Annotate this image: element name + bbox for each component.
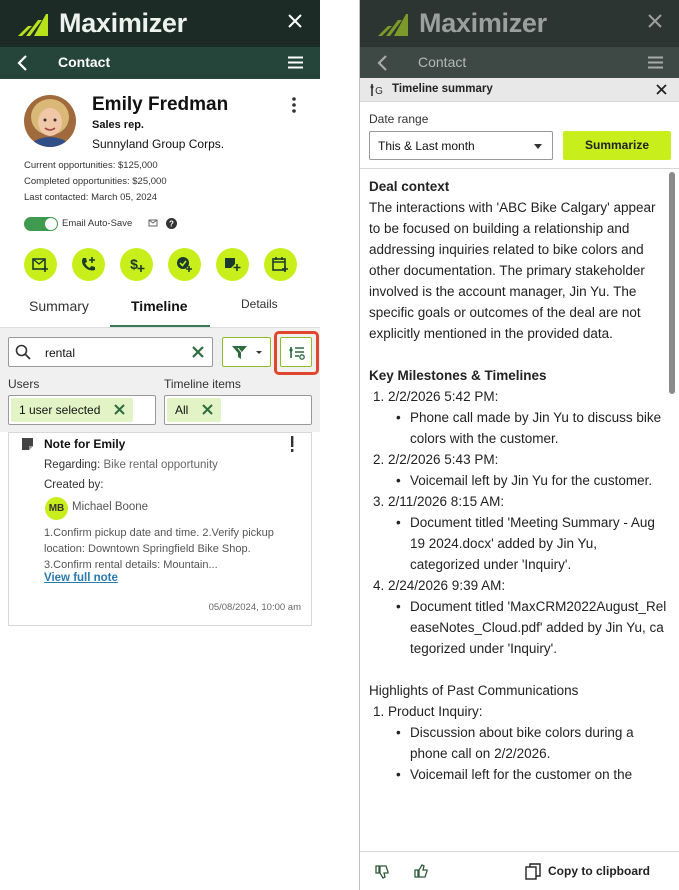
- users-chip-label: 1 user selected: [19, 403, 101, 417]
- divider: [360, 168, 679, 169]
- chevron-down-icon: [534, 144, 542, 149]
- call-add-icon: [80, 256, 97, 273]
- appointment-add-icon: [272, 256, 289, 273]
- milestone-detail: • Phone call made by Jin Yu to discuss bike colors with the customer.: [410, 407, 667, 449]
- milestone-detail: • Voicemail left by Jin Yu for the customer.: [410, 470, 667, 491]
- milestone-item: [388, 386, 667, 449]
- email-add-icon: [32, 256, 49, 273]
- regarding-label: Regarding:: [44, 459, 101, 471]
- back-icon[interactable]: [14, 54, 32, 72]
- current-opportunities: Current opportunities: $125,000: [24, 160, 158, 171]
- search-icon: [15, 344, 31, 360]
- search-value: rental: [45, 346, 76, 360]
- contact-company: Sunnyland Group Corps.: [92, 137, 225, 151]
- avatar: [24, 95, 76, 147]
- note-add-icon: [224, 256, 241, 273]
- deal-context-text: The interactions with 'ABC Bike Calgary' appear to be focused on building a relationship and addressing inquiries related to bike colors and other documentation. The primary stakeholder involved is the account manager, Jin Yu. The specific goals or outcomes of the deal are not explicitly mentioned in the provided data.: [369, 200, 656, 341]
- created-by-label: Created by:: [44, 479, 104, 491]
- add-opportunity-button[interactable]: [120, 248, 153, 281]
- completed-opportunities: Completed opportunities: $25,000: [24, 176, 167, 187]
- milestone-detail: • Document titled 'MaxCRM2022August_ReleaseNotes_Cloud.pdf' added by Jin Yu, categorized under 'Inquiry'.: [410, 596, 667, 659]
- add-email-button[interactable]: [24, 248, 57, 281]
- deal-context-heading: Deal context: [369, 179, 450, 194]
- timeline-summary-panel: [359, 0, 679, 890]
- contact-role: Sales rep.: [92, 119, 144, 131]
- clear-icon[interactable]: [192, 346, 204, 358]
- contact-panel: [0, 0, 320, 890]
- back-icon[interactable]: [374, 54, 392, 72]
- nav-title: Contact: [58, 54, 111, 70]
- tab-details[interactable]: Details: [241, 297, 278, 311]
- info-icon[interactable]: [166, 218, 177, 229]
- nav-bar: [0, 47, 320, 79]
- email-autosave-toggle[interactable]: [24, 217, 58, 231]
- highlight-label: Product Inquiry:: [388, 704, 483, 719]
- brand-name: Maximizer: [419, 8, 547, 38]
- kebab-icon[interactable]: [288, 435, 296, 453]
- scrollbar[interactable]: [669, 172, 675, 394]
- milestone-item: [388, 491, 667, 575]
- summary-content: [369, 176, 667, 848]
- highlight-item: [388, 701, 667, 785]
- email-autosave-label: Email Auto-Save: [62, 218, 133, 229]
- menu-icon[interactable]: [648, 56, 663, 69]
- view-full-note-link[interactable]: View full note: [44, 572, 118, 584]
- milestone-label: 2/11/2026 8:15 AM:: [388, 494, 505, 509]
- highlight-detail: • Voicemail left for the customer on the: [410, 764, 667, 785]
- highlight-box: [274, 331, 319, 375]
- search-input[interactable]: [8, 337, 213, 367]
- close-icon[interactable]: [656, 84, 667, 95]
- tab-timeline[interactable]: Timeline: [131, 298, 188, 314]
- milestone-detail: • Document titled 'Meeting Summary - Aug 19 2024.docx' added by Jin Yu, categorized under 'Inquiry'.: [410, 512, 667, 575]
- kebab-icon[interactable]: [288, 96, 300, 114]
- date-range-label: Date range: [369, 112, 429, 126]
- milestone-item: [388, 575, 667, 659]
- brand-bar: [0, 0, 320, 47]
- add-appointment-button[interactable]: [264, 248, 297, 281]
- creator-avatar: MB: [45, 497, 68, 520]
- regarding-value: Bike rental opportunity: [103, 459, 218, 471]
- users-filter-label: Users: [8, 377, 40, 391]
- summarize-button[interactable]: Summarize: [563, 131, 671, 160]
- remove-chip-icon[interactable]: [202, 404, 213, 415]
- items-chip: [167, 398, 221, 422]
- timeline-items-label: Timeline items: [164, 377, 241, 391]
- highlight-detail: • Discussion about bike colors during a phone call on 2/2/2026.: [410, 722, 667, 764]
- timeline-note-card[interactable]: [8, 432, 312, 626]
- timeline-items-filter[interactable]: [164, 395, 312, 425]
- note-icon: [21, 437, 35, 451]
- thumbs-up-icon[interactable]: [414, 864, 429, 879]
- task-add-icon: [176, 256, 193, 273]
- copy-to-clipboard-button[interactable]: Copy to clipboard: [548, 864, 650, 878]
- maximizer-logo-icon: [378, 12, 408, 36]
- date-range-select[interactable]: [369, 131, 553, 160]
- milestones-list: [369, 386, 667, 659]
- add-note-button[interactable]: [216, 248, 249, 281]
- highlights-heading: Highlights of Past Communications: [369, 683, 579, 698]
- filter-button[interactable]: [222, 337, 271, 367]
- items-chip-label: All: [175, 403, 189, 417]
- panel-title: Timeline summary: [392, 83, 493, 95]
- maximizer-logo-icon: [18, 12, 48, 36]
- creator-name: Michael Boone: [72, 501, 149, 513]
- remove-chip-icon[interactable]: [114, 404, 125, 415]
- close-icon[interactable]: [646, 12, 664, 30]
- add-task-button[interactable]: [168, 248, 201, 281]
- contact-name: Emily Fredman: [92, 94, 229, 115]
- thumbs-down-icon[interactable]: [375, 864, 390, 879]
- close-icon[interactable]: [286, 12, 304, 30]
- opportunity-add-icon: [128, 256, 145, 273]
- svg-text:G: G: [375, 86, 383, 97]
- users-chip: [11, 398, 133, 422]
- tab-summary[interactable]: Summary: [29, 298, 89, 314]
- svg-text:$: $: [130, 256, 138, 272]
- add-call-button[interactable]: [72, 248, 105, 281]
- panel-header: [360, 78, 679, 102]
- svg-text:?: ?: [169, 219, 174, 229]
- copy-icon[interactable]: [525, 863, 542, 880]
- nav-title: Contact: [418, 54, 467, 70]
- last-contacted: Last contacted: March 05, 2024: [24, 192, 158, 203]
- users-filter[interactable]: [8, 395, 156, 425]
- note-body: 1.Confirm pickup date and time. 2.Verify pickup location: Downtown Springfield Bike Shop. 3.Confirm rental details: Mountain...: [44, 527, 274, 571]
- milestone-label: 2/2/2026 5:42 PM:: [388, 389, 499, 404]
- highlights-list: [369, 701, 667, 785]
- milestones-heading: Key Milestones & Timelines: [369, 368, 547, 383]
- milestone-label: 2/24/2026 9:39 AM:: [388, 578, 506, 593]
- brand-bar: [360, 0, 679, 47]
- menu-icon[interactable]: [288, 56, 303, 69]
- date-range-value: This & Last month: [378, 139, 475, 153]
- milestone-label: 2/2/2026 5:43 PM:: [388, 452, 499, 467]
- note-title: Note for Emily: [44, 437, 126, 451]
- brand-name: Maximizer: [59, 8, 187, 38]
- email-settings-icon[interactable]: [148, 218, 159, 229]
- nav-bar: [360, 47, 679, 78]
- filter-icon: [232, 345, 264, 360]
- regarding-row: [44, 459, 218, 471]
- timeline-summary-icon: [370, 83, 384, 97]
- panel-footer: [360, 851, 679, 890]
- note-date: 05/08/2024, 10:00 am: [208, 602, 301, 613]
- milestone-item: [388, 449, 667, 491]
